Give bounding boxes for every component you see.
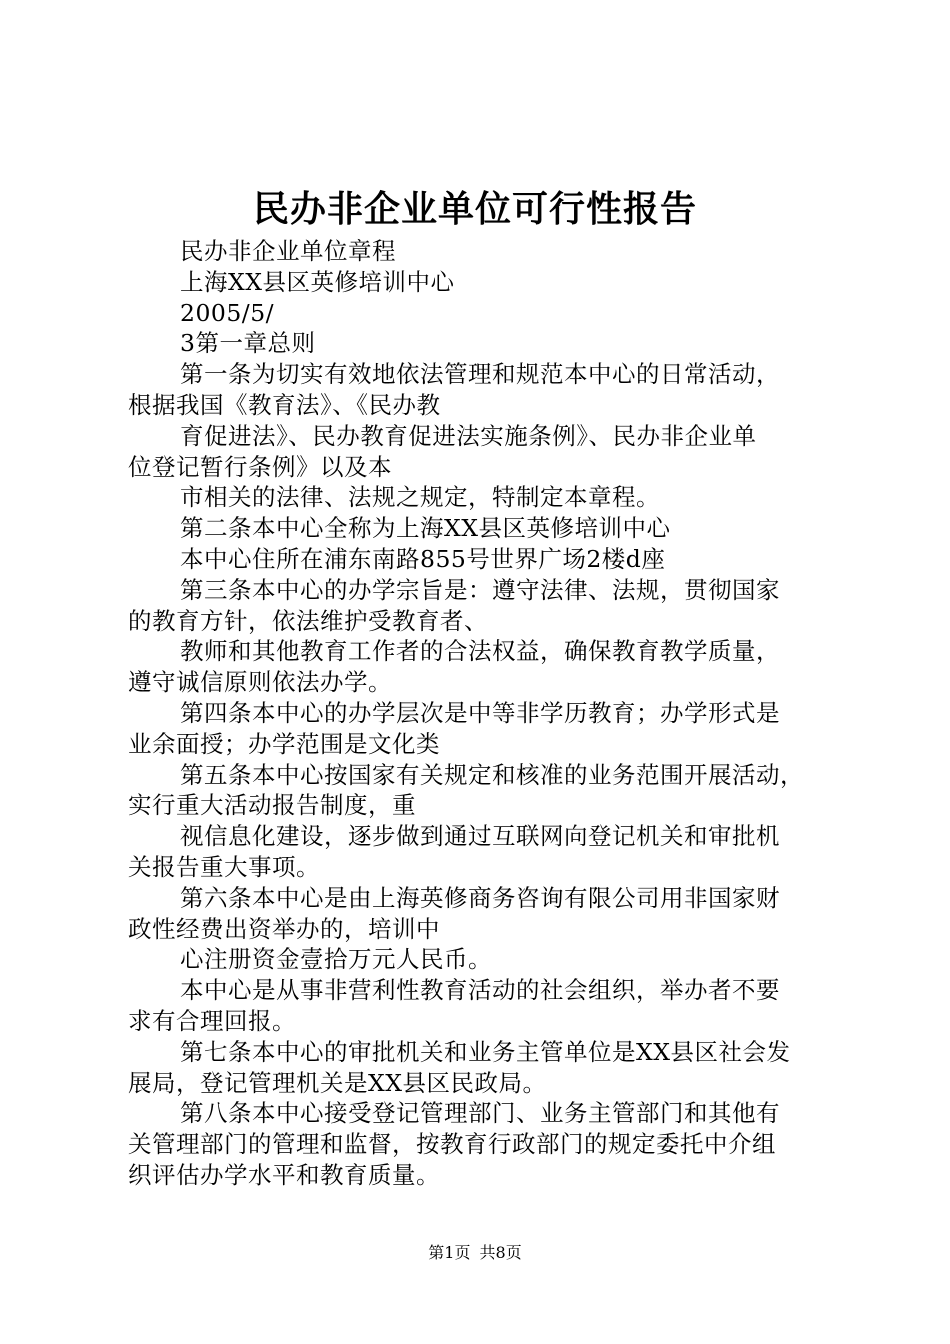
text-line: 织评估办学水平和教育质量。: [128, 1160, 440, 1189]
text-line: 第一条为切实有效地依法管理和规范本中心的日常活动，: [180, 360, 780, 389]
text-line: 第五条本中心按国家有关规定和核准的业务范围开展活动，: [180, 760, 804, 789]
text-line: 求有合理回报。: [128, 1006, 296, 1035]
page-number: 第1页: [428, 1243, 471, 1262]
page-total: 共8页: [479, 1243, 522, 1262]
text-line: 教师和其他教育工作者的合法权益，确保教育教学质量，: [180, 637, 780, 666]
text-line: 根据我国《教育法》、《民办教: [128, 390, 441, 419]
text-line: 实行重大活动报告制度，重: [128, 791, 416, 820]
text-line: 本中心住所在浦东南路855号世界广场2楼d座: [180, 544, 666, 573]
text-line: 本中心是从事非营利性教育活动的社会组织，举办者不要: [180, 976, 780, 1005]
text-line: 民办非企业单位章程: [180, 237, 396, 265]
text-line: 第三条本中心的办学宗旨是：遵守法律、法规，贯彻国家: [180, 575, 780, 604]
text-line: 心注册资金壹拾万元人民币。: [180, 945, 492, 974]
text-line: 上海XX县区英修培训中心: [180, 267, 455, 296]
text-line: 市相关的法律、法规之规定，特制定本章程。: [180, 483, 660, 512]
text-line: 3第一章总则: [180, 329, 316, 358]
text-line: 遵守诚信原则依法办学。: [128, 668, 392, 697]
text-line: 2005/5/: [180, 298, 275, 327]
document-body: [128, 236, 836, 1191]
text-line: 第二条本中心全称为上海XX县区英修培训中心: [180, 514, 671, 543]
document-title: 民办非企业单位可行性报告: [252, 188, 697, 230]
text-line: 业余面授；办学范围是文化类: [128, 729, 440, 758]
text-line: 第六条本中心是由上海英修商务咨询有限公司用非国家财: [180, 883, 780, 912]
text-line: 的教育方针，依法维护受教育者、: [128, 606, 488, 635]
text-line: 关管理部门的管理和监督，按教育行政部门的规定委托中介组: [128, 1130, 776, 1159]
text-line: 育促进法》、民办教育促进法实施条例》、民办非企业单: [180, 421, 757, 450]
text-line: 关报告重大事项。: [128, 852, 320, 881]
page-footer: [0, 1242, 950, 1264]
text-line: 第八条本中心接受登记管理部门、业务主管部门和其他有: [180, 1099, 780, 1128]
text-line: 视信息化建设，逐步做到通过互联网向登记机关和审批机: [180, 822, 780, 851]
text-line: 位登记暂行条例》以及本: [128, 452, 392, 481]
text-line: 展局，登记管理机关是XX县区民政局。: [128, 1068, 547, 1097]
text-line: 第四条本中心的办学层次是中等非学历教育；办学形式是: [180, 698, 780, 727]
text-line: 政性经费出资举办的，培训中: [128, 914, 440, 943]
text-line: 第七条本中心的审批机关和业务主管单位是XX县区社会发: [180, 1037, 791, 1066]
